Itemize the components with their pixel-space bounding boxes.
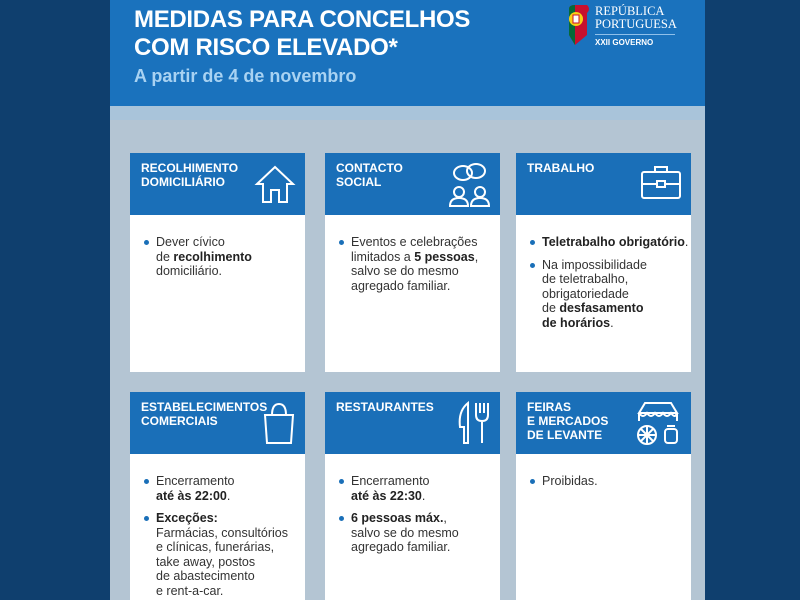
card-title: CONTACTO SOCIAL	[336, 161, 403, 189]
card-header	[325, 392, 500, 454]
card-header	[516, 153, 691, 215]
page-subtitle: A partir de 4 de novembro	[134, 66, 357, 86]
bullet-text-bold: até às 22:00	[156, 488, 227, 503]
bullet-item	[530, 235, 688, 250]
page-title: MEDIDAS PARA CONCELHOS COM RISCO ELEVADO*	[134, 6, 471, 61]
bullet-text: .	[226, 488, 231, 503]
briefcase-icon	[639, 162, 683, 202]
bullet-text: .	[684, 235, 689, 249]
card-header	[516, 392, 691, 454]
measure-card	[325, 392, 500, 600]
bullet-text-bold: Teletrabalho obrigatório	[542, 235, 685, 249]
bullet-text-bold: desfasamento de horários	[542, 301, 644, 330]
market-stall-icon	[633, 401, 683, 447]
card-bullets	[339, 235, 478, 301]
infographic	[110, 0, 705, 600]
bullet-text-bold: Exceções:	[156, 511, 218, 525]
card-bullets	[530, 474, 598, 497]
bullet-text: Proibidas.	[542, 474, 598, 488]
logo-name: REPÚBLICA PORTUGUESA	[595, 4, 677, 31]
card-header	[130, 392, 305, 454]
measure-card	[516, 153, 691, 372]
bullet-item	[530, 258, 688, 331]
card-bullets	[339, 474, 459, 563]
header-strip	[110, 106, 705, 120]
card-title: TRABALHO	[527, 161, 595, 175]
people-chat-icon	[448, 162, 492, 208]
bullet-text: .	[610, 315, 614, 330]
bullet-text: , salvo se do mesmo agregado familiar.	[351, 249, 479, 293]
bullet-item	[339, 474, 459, 503]
card-header	[325, 153, 500, 215]
house-icon	[253, 162, 297, 206]
bullet-item	[530, 474, 598, 489]
bullet-item	[144, 511, 288, 598]
measure-card	[325, 153, 500, 372]
bullet-text: Dever cívico de	[156, 235, 225, 264]
measure-card	[516, 392, 691, 600]
bullet-text: Encerramento	[156, 474, 235, 488]
card-bullets	[144, 235, 252, 287]
bullet-item	[339, 511, 459, 555]
bullet-text: Na impossibilidade de teletrabalho, obrigatoriedade de	[542, 257, 647, 315]
measure-card	[130, 153, 305, 372]
bullet-text: , salvo se do mesmo agregado familiar.	[351, 511, 459, 554]
card-bullets	[530, 235, 688, 338]
bullet-item	[339, 235, 478, 293]
bullet-item	[144, 474, 288, 503]
card-title: RESTAURANTES	[336, 400, 434, 414]
card-title: FEIRAS E MERCADOS DE LEVANTE	[527, 400, 609, 442]
bullet-text: Farmácias, consultórios e clínicas, funerárias, take away, postos de abastecimento e rent-a-car.	[156, 525, 288, 598]
bullet-text-bold: 6 pessoas máx.	[351, 511, 444, 525]
bullet-text: Eventos e celebrações limitados a	[351, 235, 478, 264]
logo-subtitle: XXII GOVERNO	[595, 38, 654, 47]
coat-of-arms-icon	[565, 5, 591, 45]
header-banner	[110, 0, 705, 106]
government-logo	[565, 5, 685, 50]
card-bullets	[144, 474, 288, 600]
bullet-text: .	[421, 488, 426, 503]
card-title: RECOLHIMENTO DOMICILIÁRIO	[141, 161, 239, 189]
card-title: ESTABELECIMENTOS COMERCIAIS	[141, 400, 268, 428]
shopping-bag-icon	[261, 401, 297, 445]
bullet-text: domiciliário.	[156, 264, 222, 278]
logo-divider	[595, 34, 675, 35]
bullet-text-bold: recolhimento	[173, 249, 252, 264]
bullet-text-bold: 5 pessoas	[414, 249, 475, 264]
bullet-item	[144, 235, 252, 279]
bullet-text: Encerramento	[351, 474, 430, 488]
knife-fork-icon	[456, 401, 492, 445]
bullet-text-bold: até às 22:30	[351, 488, 422, 503]
card-header	[130, 153, 305, 215]
measure-card	[130, 392, 305, 600]
